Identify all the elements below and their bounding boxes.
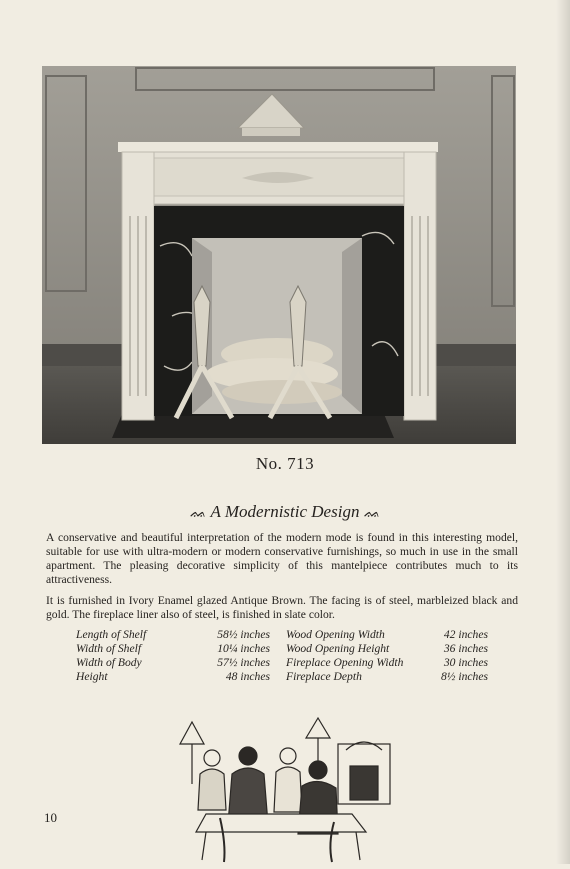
spec-value: 48 inches — [225, 670, 270, 683]
model-number-caption: No. 713 — [255, 454, 315, 473]
page-edge-shadow — [556, 0, 570, 864]
section-heading-text: A Modernistic Design — [210, 502, 360, 521]
spec-label: Wood Opening Width — [286, 628, 385, 641]
spec-label: Width of Shelf — [76, 642, 142, 655]
spec-label: Wood Opening Height — [286, 642, 390, 655]
spec-value: 36 inches — [443, 642, 488, 655]
spec-height — [76, 670, 270, 684]
spec-fireplace-depth — [270, 670, 488, 684]
spec-value: 10¼ inches — [217, 642, 270, 655]
spec-label: Fireplace Opening Width — [286, 656, 404, 669]
spec-label: Width of Body — [76, 656, 142, 669]
spec-width-of-body — [76, 656, 270, 670]
spec-width-of-shelf — [76, 642, 270, 656]
spec-label: Height — [76, 670, 108, 683]
spec-label: Length of Shelf — [76, 628, 147, 641]
family-at-fireside-sketch — [166, 714, 394, 864]
spec-label: Fireplace Depth — [286, 670, 362, 683]
section-heading — [0, 502, 570, 522]
flourish-left-icon: ᨐ — [189, 506, 207, 521]
spec-value: 58½ inches — [217, 628, 270, 641]
finish-paragraph: It is furnished in Ivory Enamel glazed Antique Brown. The facing is of steel, marbleized black and gold. The fireplace liner also of steel, is finished in slate color. — [46, 594, 518, 621]
spec-wood-opening-width — [270, 628, 488, 642]
flourish-right-icon: ᨐ — [363, 506, 381, 521]
spec-value: 8½ inches — [440, 670, 488, 683]
spec-wood-opening-height — [270, 642, 488, 656]
spec-fireplace-opening-width — [270, 656, 488, 670]
spec-value: 57½ inches — [217, 656, 270, 669]
spec-value: 30 inches — [443, 656, 488, 669]
spec-length-of-shelf — [76, 628, 270, 642]
dimension-specs — [76, 628, 488, 684]
description-paragraph: A conservative and beautiful interpretation of the modern mode is found in this interesting model, suitable for use with ultra-modern or modern conservative furnishings, so much in use in the small apartment. The pleasing decorative simplicity of this mantelpiece contributes much to its attractiveness. — [46, 531, 518, 586]
spec-value: 42 inches — [443, 628, 488, 641]
fireplace-mantel-photo — [42, 66, 516, 444]
page-number: 10 — [44, 810, 57, 825]
